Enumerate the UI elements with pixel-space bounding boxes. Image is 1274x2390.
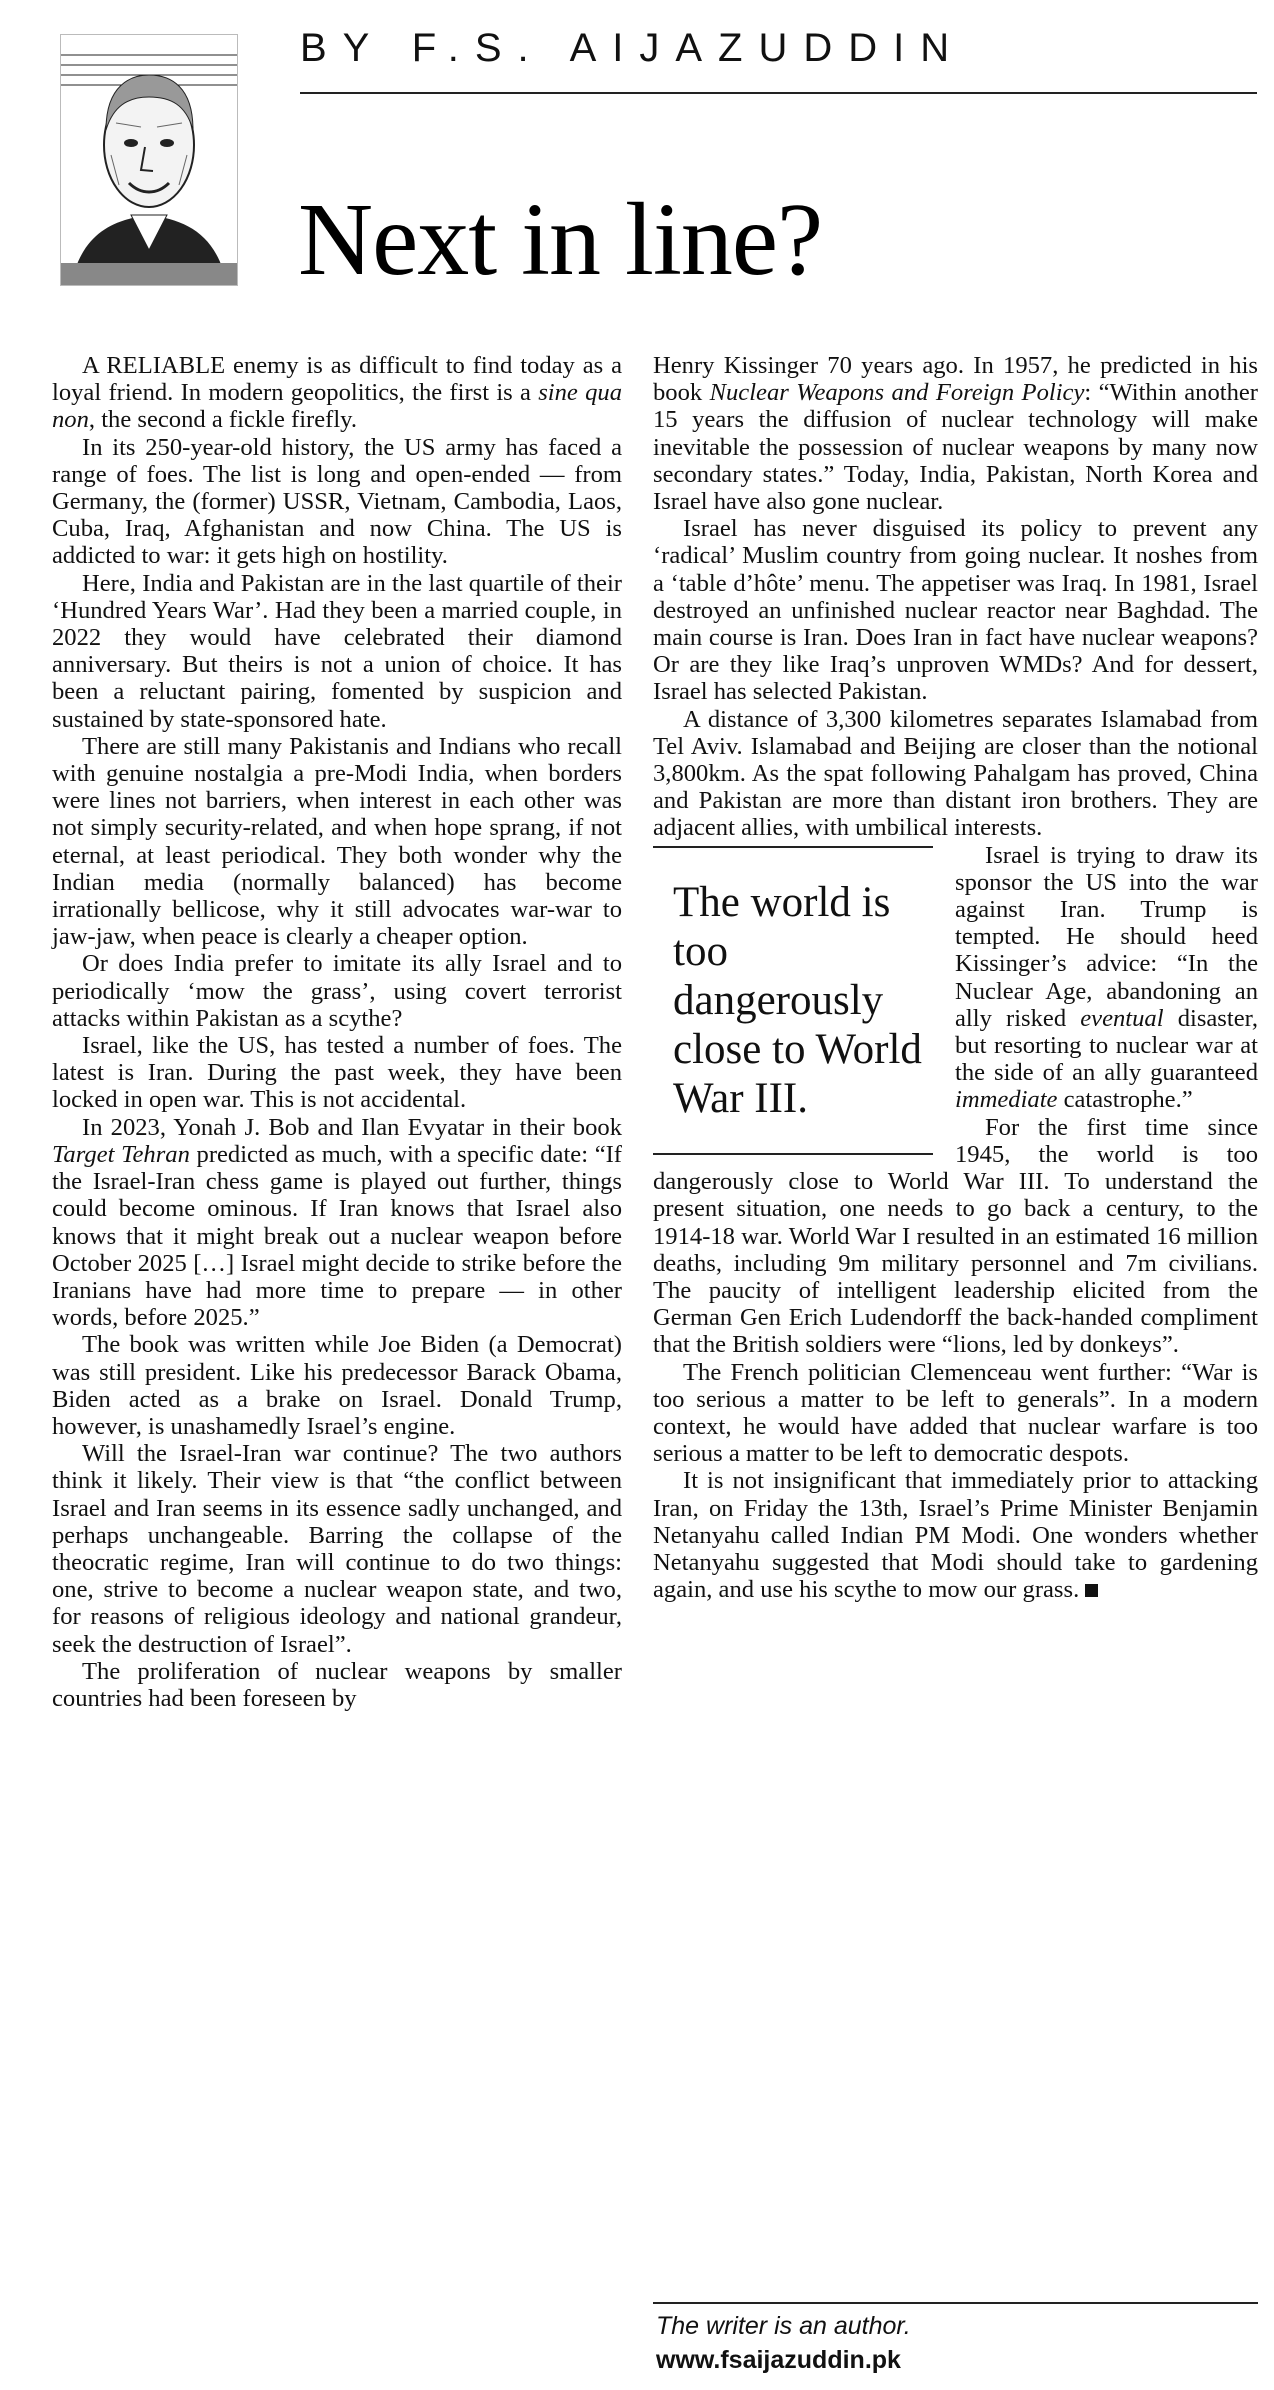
pull-quote-box: [653, 846, 933, 1155]
pull-quote-rule-bottom: [653, 1153, 933, 1155]
website-link[interactable]: www.fsaijazuddin.pk: [656, 2346, 901, 2374]
paragraph: Israel is trying to draw its sponsor the US into the war against Iran. Trump is tempted. He should heed Kissinger’s advice: “In the Nuclear Age, abandoning an ally risked eventual disaster, but resorting to nuclear war at the side of an ally guaranteed immediate catastrophe.”: [955, 841, 1258, 1114]
pull-quote: The world is too dangerously close to World War III.: [673, 878, 922, 1122]
author-portrait-icon: [61, 35, 237, 285]
paragraph: Will the Israel-Iran war continue? The two authors think it likely. Their view is that “the conflict between Israel and Iran seems in its essence sadly unchanged, and perhaps unchangeable. Barring the collapse of the theocratic regime, Iran will continue to do two things: one, strive to become a nuclear weapon state, and two, for reasons of religious ideology and national grandeur, seek the destruction of Israel”.: [52, 1440, 622, 1658]
paragraph: Israel, like the US, has tested a number of foes. The latest is Iran. During the past week, they have been locked in open war. This is not accidental.: [52, 1032, 622, 1114]
paragraph: In its 250-year-old history, the US army has faced a range of foes. The list is long and open-ended — from Germany, the (former) USSR, Vietnam, Cambodia, Laos, Cuba, Iraq, Afghanistan and now China. The US is addicted to war: it gets high on hostility.: [52, 433, 622, 570]
writer-note: The writer is an author.: [656, 2312, 911, 2340]
paragraph: The proliferation of nuclear weapons by smaller countries had been foreseen by: [52, 1657, 622, 1712]
headline: Next in line?: [298, 182, 823, 297]
end-mark-icon: [1085, 1584, 1098, 1597]
paragraph: Israel has never disguised its policy to prevent any ‘radical’ Muslim country from going nuclear. It noshes from a ‘table d’hôte’ menu. The appetiser was Iraq. In 1981, Israel destroyed an unfinished nuclear reactor near Baghdad. The main course is Iran. Does Iran in fact have nuclear weapons? Or are they like Iraq’s unproven WMDs? And for dessert, Israel has selected Pakistan.: [653, 515, 1258, 706]
paragraph: Or does India prefer to imitate its ally Israel and to periodically ‘mow the grass’, using covert terrorist attacks within Pakistan as a scythe?: [52, 950, 622, 1032]
paragraph: The book was written while Joe Biden (a Democrat) was still president. Like his predecessor Barack Obama, Biden acted as a brake on Israel. Donald Trump, however, is unashamedly Israel’s engine.: [52, 1331, 622, 1440]
paragraph: It is not insignificant that immediately prior to attacking Iran, on Friday the 13th, Israel’s Prime Minister Benjamin Netanyahu called Indian PM Modi. One wonders whether Netanyahu suggested that Modi should take to gardening again, and use his scythe to mow our grass.: [653, 1467, 1258, 1604]
byline: BY F.S. AIJAZUDDIN: [300, 26, 966, 70]
header-rule: [300, 92, 1257, 94]
paragraph: Henry Kissinger 70 years ago. In 1957, he predicted in his book Nuclear Weapons and Foreign Policy: “Within another 15 years the diffusion of nuclear technology will make inevitable the possession of nuclear weapons by many now secondary states.” Today, India, Pakistan, North Korea and Israel have also gone nuclear.: [653, 352, 1258, 516]
paragraph: Here, India and Pakistan are in the last quartile of their ‘Hundred Years War’. Had they been a married couple, in 2022 they would have celebrated their diamond anniversary. But theirs is not a union of choice. It has been a reluctant pairing, fomented by suspicion and sustained by state-sponsored hate.: [52, 569, 622, 733]
left-column: [52, 352, 622, 1712]
paragraph: There are still many Pakistanis and Indians who recall with genuine nostalgia a pre-Modi India, when borders were lines not barriers, when interest in each other was not simply security-related, and when hope sprang, if not eternal, at least periodical. They both wonder why the Indian media (normally balanced) has become irrationally bellicose, why it still advocates war-war to jaw-jaw, when peace is clearly a cheaper option.: [52, 732, 622, 951]
footer-rule: [653, 2302, 1258, 2304]
paragraph: A RELIABLE enemy is as difficult to find today as a loyal friend. In modern geopolitics, the first is a sine qua non, the second a fickle firefly.: [52, 352, 622, 434]
paragraph: The French politician Clemenceau went further: “War is too serious a matter to be left to generals”. In a modern context, he would have added that nuclear warfare is too serious a matter to be left to democratic despots.: [653, 1358, 1258, 1468]
paragraph: For the first time since 1945, the world is too dangerously close to World War III. To understand the present situation, one needs to go back a century, to the 1914-18 war. World War I resulted in an estimated 16 million deaths, including 9m military personnel and 7m civilians. The paucity of intelligent leadership elicited from the German Gen Erich Ludendorff the back-handed compliment that the British soldiers were “lions, led by donkeys”.: [653, 1113, 1258, 1359]
right-column: [653, 352, 1258, 1603]
paragraph: In 2023, Yonah J. Bob and Ilan Evyatar in their book Target Tehran predicted as much, with a specific date: “If the Israel-Iran chess game is played out further, things could become ominous. If Iran knows that Israel also knows that it might break out a nuclear weapon before October 2025 […] Israel might decide to strike before the Iranians have had more time to prepare — in other words, before 2025.”: [52, 1113, 622, 1332]
author-portrait: [60, 34, 238, 286]
paragraph: A distance of 3,300 kilometres separates Islamabad from Tel Aviv. Islamabad and Beijing are closer than the notional 3,800km. As the spat following Pahalgam has proved, China and Pakistan are more than distant iron brothers. They are adjacent allies, with umbilical interests.: [653, 705, 1258, 842]
